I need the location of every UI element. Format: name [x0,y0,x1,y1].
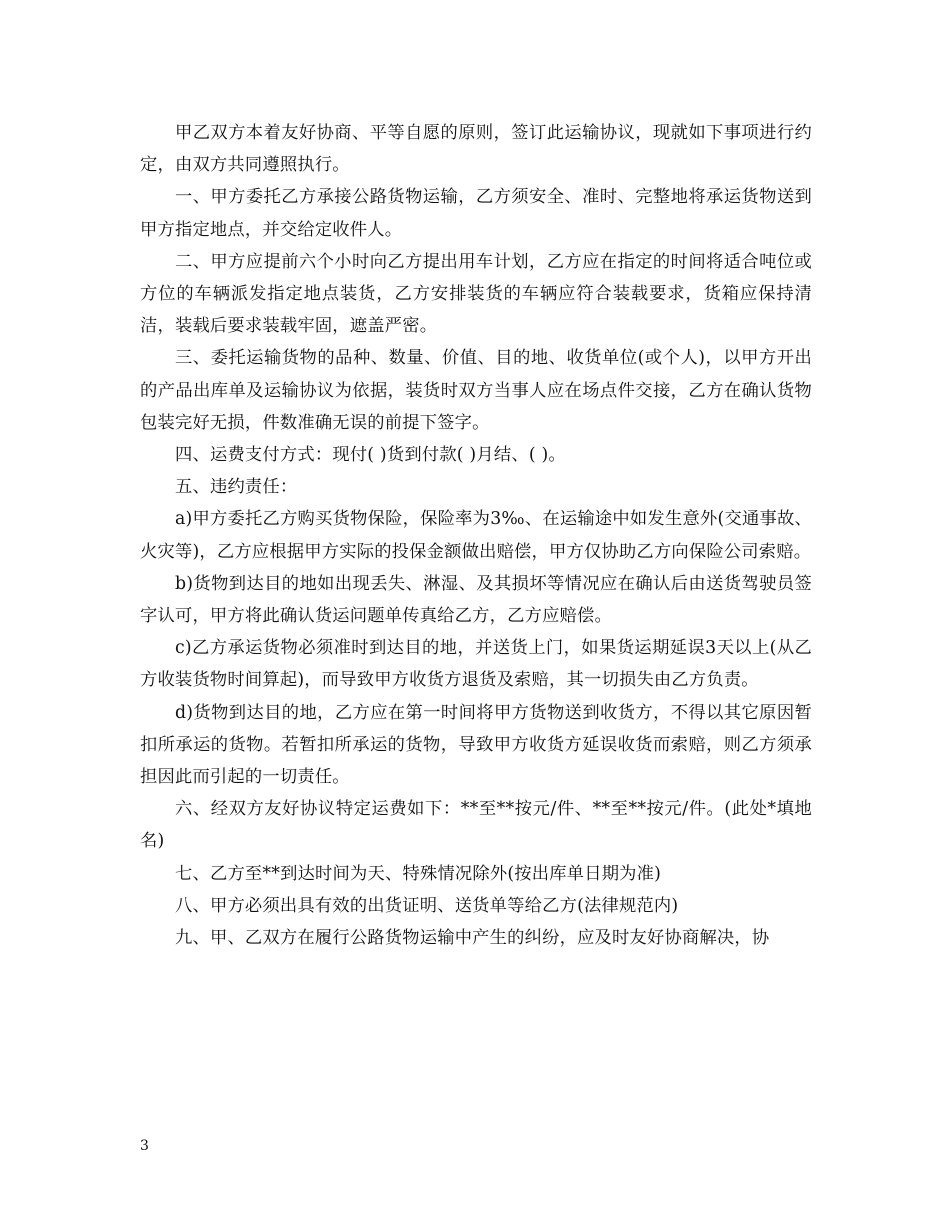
paragraph-clause-2: 二、甲方应提前六个小时向乙方提出用车计划，乙方应在指定的时间将适合吨位或方位的车辆派发指定地点装货，乙方安排装货的车辆应符合装载要求，货箱应保持清洁，装载后要求装载牢固，遮盖严密。 [140,251,812,337]
paragraph-clause-5c: c)乙方承运货物必须准时到达目的地，并送货上门，如果货运期延误3天以上(从乙方收装货物时间算起)，而导致甲方收货方退货及索赔，其一切损失由乙方负责。 [140,638,812,691]
paragraph-clause-5d: d)货物到达目的地，乙方应在第一时间将甲方货物送到收货方，不得以其它原因暂扣所承运的货物。若暂扣所承运的货物，导致甲方收货方延误收货而索赔，则乙方须承担因此而引起的一切责任。 [140,702,812,788]
paragraph-clause-6: 六、经双方友好协议特定运费如下：**至**按元/件、**至**按元/件。(此处*填地名) [140,799,812,852]
paragraph-clause-8: 八、甲方必须出具有效的出货证明、送货单等给乙方(法律规范内) [175,895,679,916]
paragraph-clause-9: 九、甲、乙双方在履行公路货物运输中产生的纠纷，应及时友好协商解决，协 [175,928,770,949]
paragraph-clause-5b: b)货物到达目的地如出现丢失、淋湿、及其损坏等情况应在确认后由送货驾驶员签字认可，甲方将此确认货运问题单传真给乙方，乙方应赔偿。 [140,573,812,627]
paragraph-clause-4: 四、运费支付方式：现付( )货到付款( )月结、( )。 [175,445,566,466]
paragraph-clause-1: 一、甲方委托乙方承接公路货物运输，乙方须安全、准时、完整地将承运货物送到甲方指定地点，并交给定收件人。 [140,187,812,240]
paragraph-clause-3: 三、委托运输货物的品种、数量、价值、目的地、收货单位(或个人)，以甲方开出的产品出库单及运输协议为依据，装货时双方当事人应在场点件交接，乙方在确认货物包装完好无损，件数准确无误的前提下签字。 [140,348,812,433]
document-body [140,117,812,954]
paragraph-clause-7: 七、乙方至**到达时间为天、特殊情况除外(按出库单日期为准) [175,863,662,884]
paragraph-clause-5a: a)甲方委托乙方购买货物保险，保险率为3‰、在运输途中如发生意外(交通事故、火灾等)，乙方应根据甲方实际的投保金额做出赔偿，甲方仅协助乙方向保险公司索赔。 [140,509,812,562]
page-number: 3 [140,1138,149,1154]
paragraph-clause-5-heading: 五、违约责任： [175,477,298,498]
paragraph-intro: 甲乙双方本着友好协商、平等自愿的原则，签订此运输协议，现就如下事项进行约定，由双方共同遵照执行。 [140,123,812,176]
